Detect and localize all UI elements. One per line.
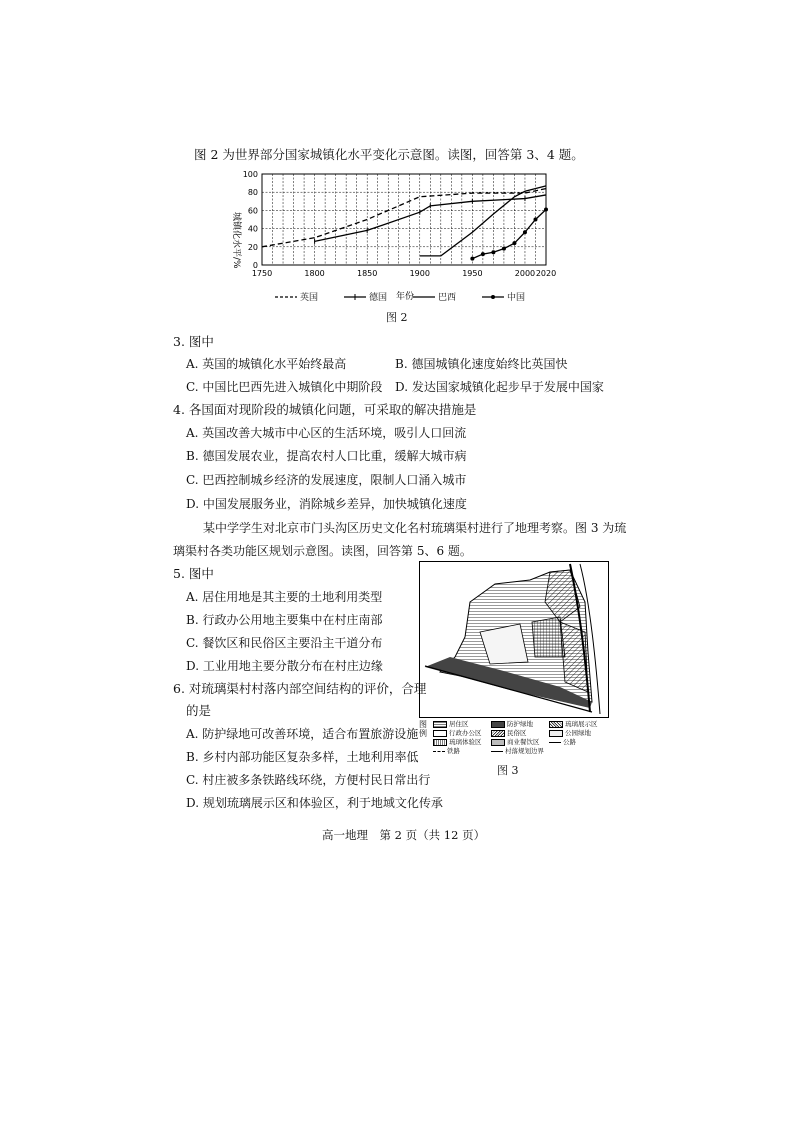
fig3-caption: 图 3 bbox=[497, 764, 519, 777]
legend-label-china: 中国 bbox=[507, 293, 526, 303]
q6-option-a: A. 防护绿地可改善环境，适合布置旅游设施 bbox=[186, 727, 419, 741]
y-tick-label: 80 bbox=[247, 188, 258, 198]
legend-folk-area: 民俗区 bbox=[491, 729, 549, 738]
fig2-caption: 图 2 bbox=[386, 311, 408, 324]
q6-option-c: C. 村庄被多条铁路线环绕，方便村民日常出行 bbox=[186, 773, 431, 787]
legend-item-uk bbox=[275, 290, 318, 303]
legend-item-brazil bbox=[413, 290, 456, 303]
series-point bbox=[502, 247, 506, 251]
legend-line-icon bbox=[413, 294, 435, 300]
q6-stem-line1: 6. 对琉璃渠村村落内部空间结构的评价，合理 bbox=[173, 681, 427, 696]
y-tick-label: 20 bbox=[247, 242, 258, 252]
x-tick-label: 1950 bbox=[462, 269, 483, 278]
legend-item-china bbox=[482, 290, 525, 303]
q3-option-b: B. 德国城镇化速度始终比英国快 bbox=[395, 357, 568, 371]
fig2-intro: 图 2 为世界部分国家城镇化水平变化示意图。读图，回答第 3、4 题。 bbox=[194, 147, 584, 162]
q3-option-a: A. 英国的城镇化水平始终最高 bbox=[186, 357, 347, 371]
legend-label-brazil: 巴西 bbox=[438, 293, 457, 303]
y-tick-label: 60 bbox=[247, 206, 258, 216]
legend-boundary: 村落规划边界 bbox=[491, 747, 549, 756]
q4-option-b: B. 德国发展农业，提高农村人口比重，缓解大城市病 bbox=[186, 449, 467, 463]
q6-option-d: D. 规划琉璃展示区和体验区，利于地域文化传承 bbox=[186, 796, 443, 810]
chart-axes bbox=[243, 170, 556, 278]
legend-highway: 公路 bbox=[549, 738, 607, 747]
series-point bbox=[533, 218, 537, 222]
series-point bbox=[523, 230, 527, 234]
series-point bbox=[470, 257, 474, 261]
legend-admin-office: 行政办公区 bbox=[433, 729, 491, 738]
y-tick-label: 40 bbox=[247, 224, 258, 234]
q3-stem: 3. 图中 bbox=[173, 334, 214, 349]
legend-item-germany bbox=[344, 290, 387, 303]
series-point bbox=[481, 252, 485, 256]
legend-dash-marker-icon bbox=[344, 294, 366, 300]
chart-legend bbox=[275, 290, 551, 303]
series-line-3 bbox=[472, 209, 546, 258]
fig3-intro-line2: 璃渠村各类功能区规划示意图。读图，回答第 5、6 题。 bbox=[173, 544, 472, 558]
village-map bbox=[419, 561, 609, 718]
series-point bbox=[491, 250, 495, 254]
legend-experience-area: 琉璃体验区 bbox=[433, 738, 491, 747]
legend-commercial: 商业餐饮区 bbox=[491, 738, 549, 747]
q5-option-d: D. 工业用地主要分散分布在村庄边缘 bbox=[186, 659, 383, 673]
legend-dash-icon bbox=[275, 294, 297, 300]
chart-grid bbox=[262, 174, 546, 265]
x-tick-label: 2000 bbox=[514, 269, 536, 278]
legend-display-area: 琉璃展示区 bbox=[549, 720, 607, 729]
q4-option-d: D. 中国发展服务业，消除城乡差异，加快城镇化速度 bbox=[186, 497, 467, 511]
q4-option-c: C. 巴西控制城乡经济的发展速度，限制人口涌入城市 bbox=[186, 473, 467, 487]
x-tick-label: 1850 bbox=[357, 269, 378, 278]
legend-protective-green: 防护绿地 bbox=[491, 720, 549, 729]
q5-stem: 5. 图中 bbox=[173, 566, 214, 581]
q4-stem: 4. 各国面对现阶段的城镇化问题，可采取的解决措施是 bbox=[173, 402, 477, 417]
legend-label-germany: 德国 bbox=[369, 293, 388, 303]
legend-label-uk: 英国 bbox=[300, 293, 319, 303]
x-tick-label: 1800 bbox=[304, 269, 325, 278]
legend-title-1: 图 bbox=[419, 720, 427, 729]
fig3-intro-line1: 某中学学生对北京市门头沟区历史文化名村琉璃渠村进行了地理考察。图 3 为琉 bbox=[203, 521, 627, 535]
q6-option-b: B. 乡村内部功能区复杂多样，土地利用率低 bbox=[186, 750, 419, 764]
x-tick-label: 1900 bbox=[409, 269, 430, 278]
series-point bbox=[544, 207, 548, 211]
chart-series bbox=[262, 186, 548, 261]
q4-option-a: A. 英国改善大城市中心区的生活环境，吸引人口回流 bbox=[186, 426, 467, 440]
legend-park-green: 公园绿地 bbox=[549, 729, 607, 738]
legend-title-2: 例 bbox=[419, 729, 427, 738]
q6-stem-line2: 的是 bbox=[186, 703, 212, 718]
legend-railway: 铁路 bbox=[433, 747, 491, 756]
x-tick-label: 2020 bbox=[535, 269, 557, 278]
y-tick-label: 100 bbox=[242, 170, 258, 179]
series-point bbox=[512, 241, 516, 245]
q5-option-b: B. 行政办公用地主要集中在村庄南部 bbox=[186, 613, 383, 627]
q5-option-c: C. 餐饮区和民俗区主要沿主干道分布 bbox=[186, 636, 383, 650]
x-axis-label: 年份 bbox=[395, 292, 415, 302]
legend-dot-marker-icon bbox=[482, 294, 504, 300]
plot-frame bbox=[262, 174, 546, 265]
x-tick-label: 1750 bbox=[251, 269, 273, 278]
q3-option-d: D. 发达国家城镇化起步早于发展中国家 bbox=[395, 380, 604, 394]
map-legend bbox=[419, 720, 609, 756]
q3-option-c: C. 中国比巴西先进入城镇化中期阶段 bbox=[186, 380, 383, 394]
y-axis-label: 城镇化水平/% bbox=[231, 212, 241, 269]
legend-residential: 居住区 bbox=[433, 720, 491, 729]
q5-option-a: A. 居住用地是其主要的土地利用类型 bbox=[186, 590, 383, 604]
page-footer: 高一地理 第 2 页（共 12 页） bbox=[322, 828, 486, 842]
y-tick-label: 0 bbox=[252, 261, 258, 270]
